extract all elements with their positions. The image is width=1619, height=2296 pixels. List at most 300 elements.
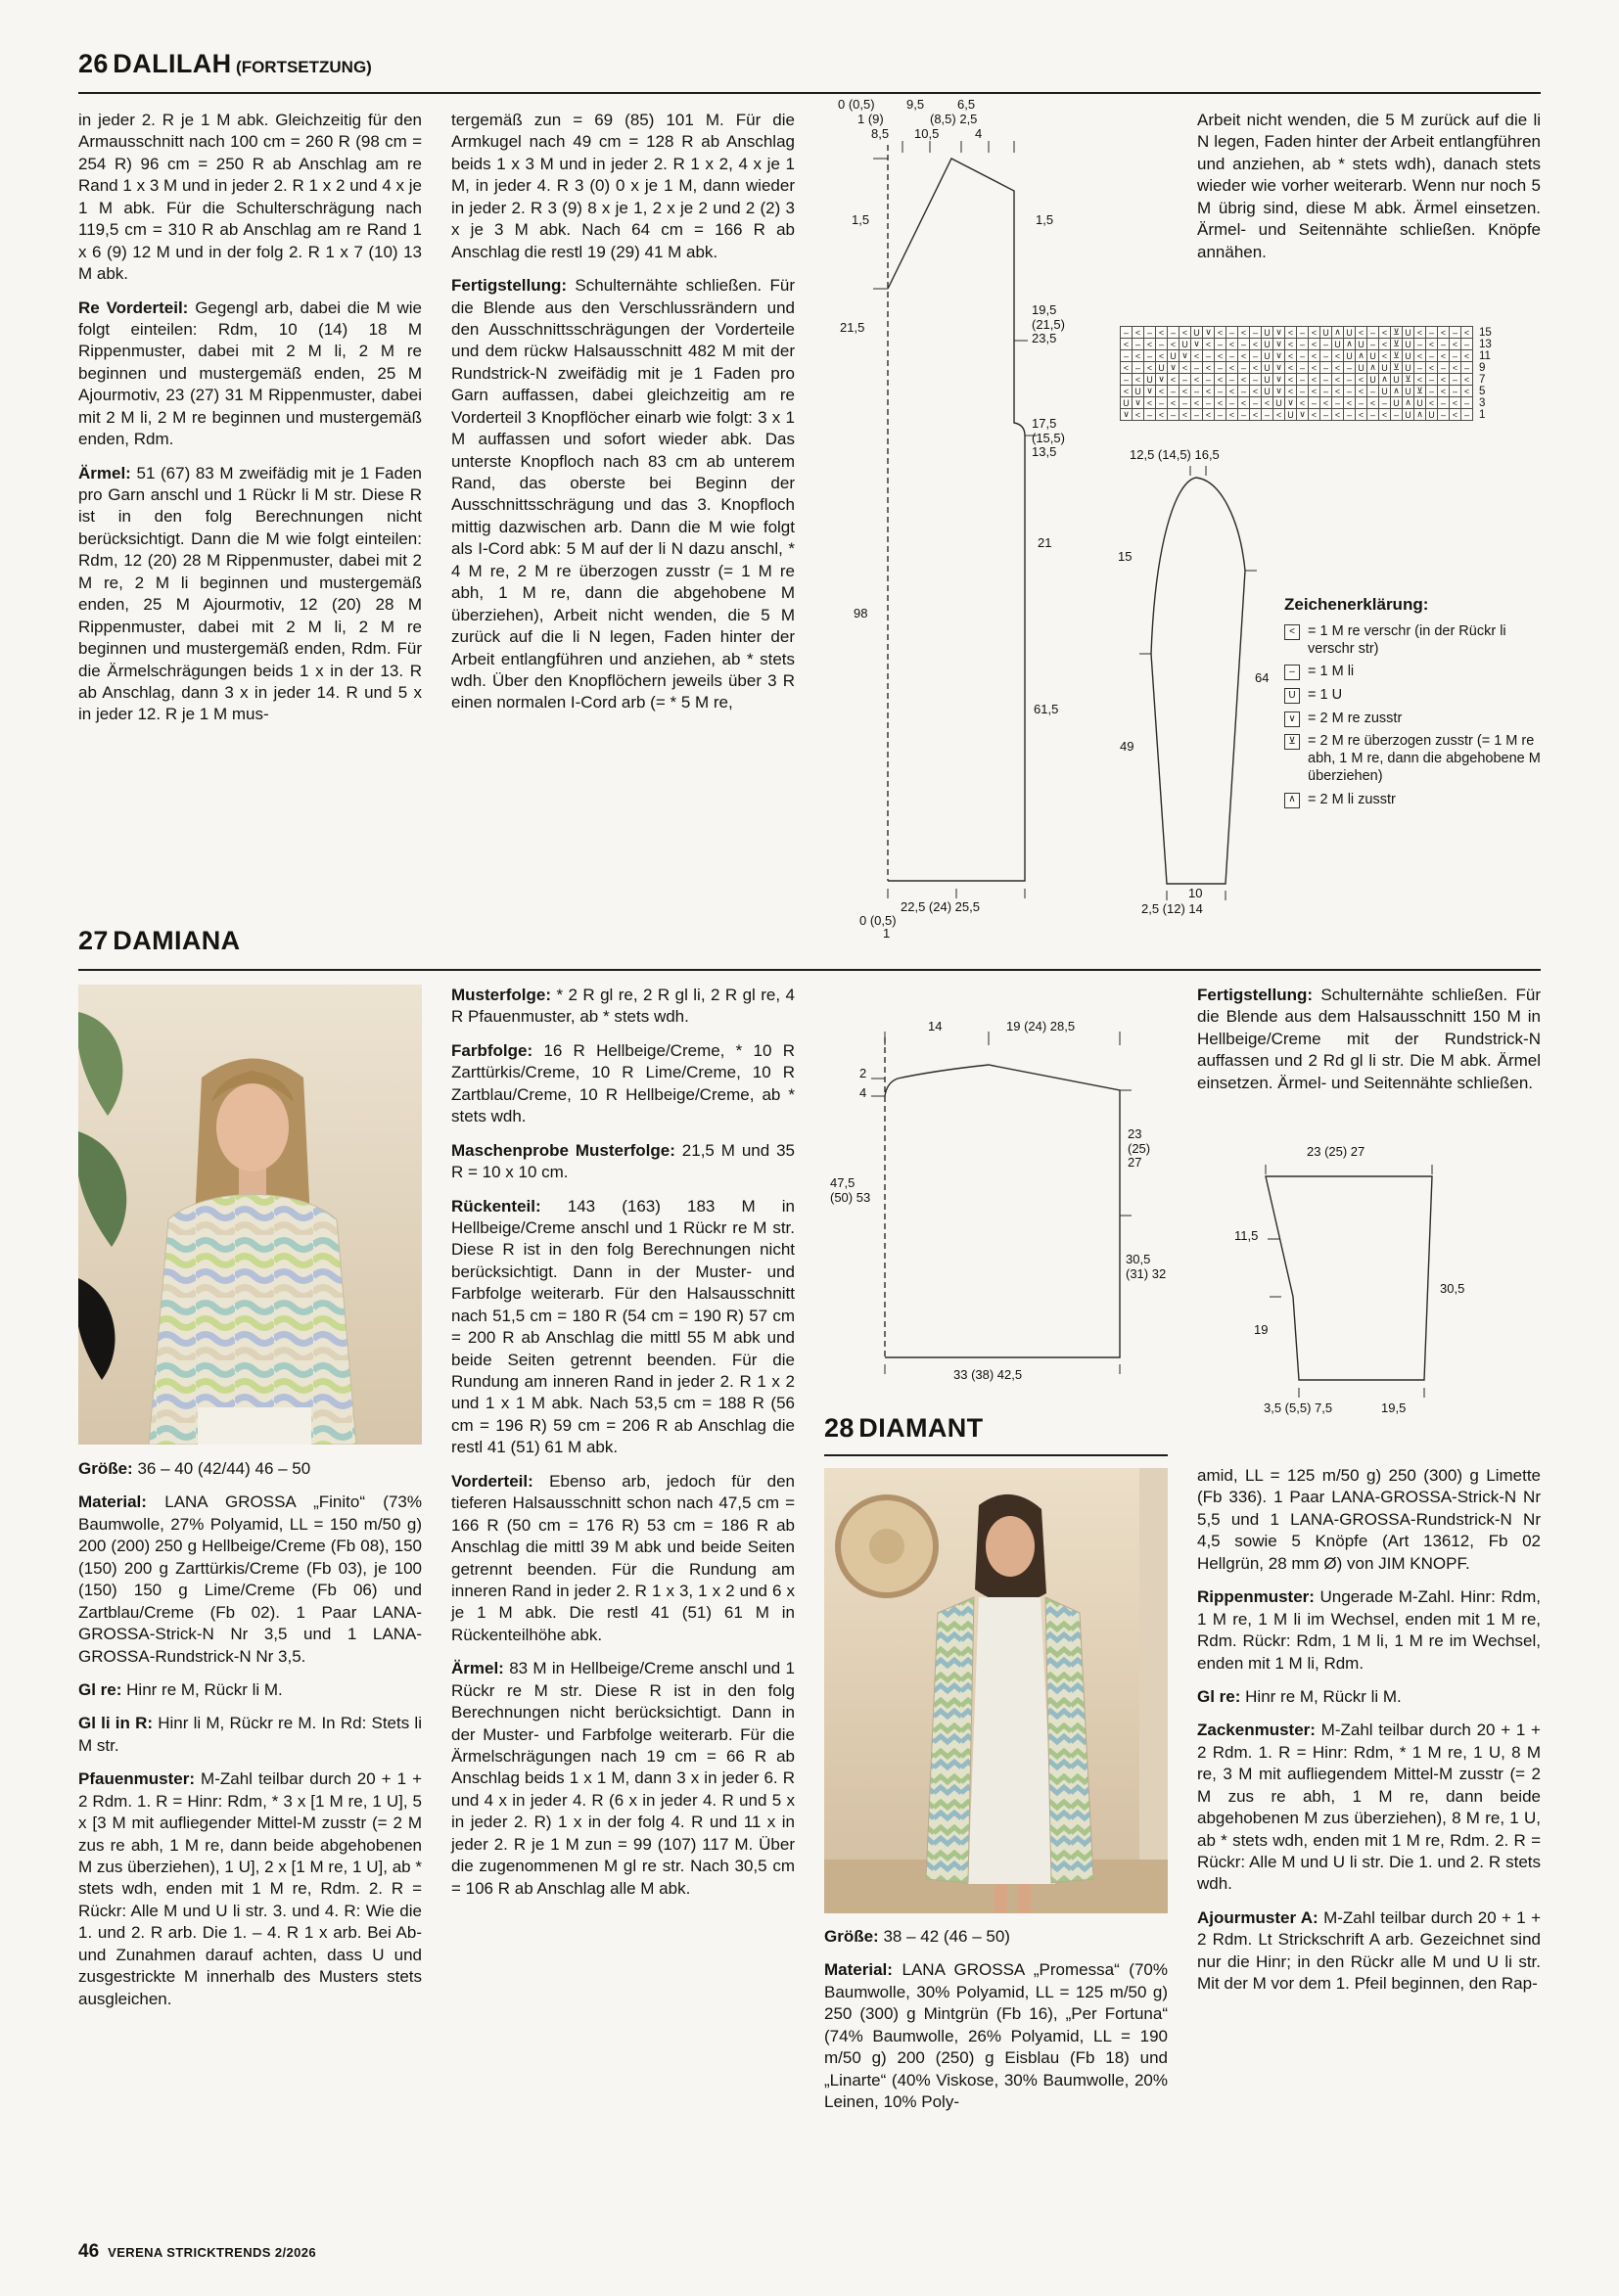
photo-damiana-illustration — [78, 985, 422, 1445]
header-rule — [78, 92, 1541, 94]
chart-cell: < — [1437, 349, 1450, 362]
wicker-center — [869, 1529, 904, 1564]
chart-cell: – — [1425, 373, 1438, 386]
chart-cell: < — [1272, 408, 1285, 421]
chart-cell: U — [1413, 396, 1426, 409]
chart-cell: U — [1261, 349, 1273, 362]
instruction-paragraph — [451, 1658, 795, 1900]
sweater-wave-pattern — [149, 1195, 356, 1446]
chart-cell: < — [1460, 326, 1473, 339]
legend-item — [1284, 664, 1541, 681]
chart-cell: < — [1284, 385, 1297, 397]
measurement-label: 22,5 (24) 25,5 — [901, 899, 980, 914]
measurement-label: 11,5 — [1234, 1228, 1259, 1243]
chart-cell: < — [1190, 349, 1203, 362]
paragraph-lead: Fertigstellung: — [1197, 986, 1314, 1004]
chart-cell: < — [1308, 326, 1320, 339]
chart-cell: – — [1167, 326, 1180, 339]
chart-cell: – — [1425, 385, 1438, 397]
chart-cell: U — [1355, 361, 1367, 374]
measurement-label: 3,5 (5,5) 7,5 — [1264, 1401, 1333, 1415]
chart-cell: < — [1355, 373, 1367, 386]
chart-cell: < — [1355, 326, 1367, 339]
chart-row — [1121, 408, 1492, 421]
chart-cell: < — [1355, 408, 1367, 421]
chart-cell: – — [1296, 326, 1309, 339]
chart-cell: – — [1155, 396, 1168, 409]
instruction-paragraph — [451, 1040, 795, 1128]
chart-cell: U — [1261, 373, 1273, 386]
chart-cell: ∨ — [1202, 326, 1215, 339]
paragraph-lead: Größe: — [824, 1927, 879, 1946]
chart-cell: – — [1202, 349, 1215, 362]
legend-text: = 1 M li — [1308, 664, 1355, 680]
chart-cell: – — [1343, 385, 1356, 397]
chart-cell: – — [1319, 338, 1332, 350]
chart-cell: < — [1437, 326, 1450, 339]
paragraph-lead: Musterfolge: — [451, 986, 551, 1004]
measurement-label: 2,5 (12) 14 — [1141, 901, 1203, 916]
chart-cells — [1121, 408, 1473, 421]
instruction-paragraph — [78, 298, 422, 451]
chart-cell: ∨ — [1296, 408, 1309, 421]
instruction-paragraph — [78, 1492, 422, 1668]
instruction-paragraph — [78, 1679, 422, 1701]
instruction-paragraph — [1197, 110, 1541, 263]
chart-cell: < — [1378, 349, 1391, 362]
chart-cell: U — [1132, 385, 1144, 397]
chart-cell: – — [1355, 396, 1367, 409]
chart-cell: < — [1308, 338, 1320, 350]
chart-cell: < — [1284, 338, 1297, 350]
chart-cell: < — [1460, 373, 1473, 386]
legend-item — [1284, 792, 1541, 809]
chart-row-number: 9 — [1479, 361, 1486, 374]
chart-cell: – — [1366, 326, 1379, 339]
chart-cell: < — [1437, 373, 1450, 386]
chart-cell: – — [1366, 385, 1379, 397]
paragraph-lead: Gl re: — [78, 1679, 122, 1699]
measurement-label: 19,5 (21,5) 23,5 — [1032, 302, 1065, 346]
chart-cell: ⊻ — [1390, 338, 1403, 350]
chart-cell: ∨ — [1272, 361, 1285, 374]
measurement-label: 17,5 (15,5) 13,5 — [1032, 416, 1065, 460]
chart-cell: ∧ — [1366, 361, 1379, 374]
chart-cell: – — [1143, 326, 1156, 339]
model-leg — [995, 1884, 1007, 1913]
chart-cell: – — [1226, 396, 1238, 409]
chart-cell: – — [1449, 385, 1461, 397]
chart-cell: < — [1449, 338, 1461, 350]
chart-cell: U — [1261, 361, 1273, 374]
magazine-name: VERENA STRICKTRENDS 2/2026 — [108, 2245, 317, 2260]
paragraph-text: Hinr re M, Rückr li M. — [1245, 1686, 1402, 1706]
paragraph-text: LANA GROSSA „Finito“ (73% Baumwolle, 27% Polyamid, LL = 150 m/50 g) 200 (200) 250 g Hellbeige/Creme (Fb 08), 150 (150) 200 g Zarttürkis/Creme (Fb 03), je 100 (150) 150 g Lime/Creme (Fb 06) und Zartblau/Creme (Fb 02). 1 Paar LANA-GROSSA-Strick-N Nr 3,5 und 1 LANA-GROSSA-Rundstrick-N Nr 3,5. — [78, 1492, 422, 1666]
chart-cell: ∨ — [1190, 338, 1203, 350]
chart-cell: ⊻ — [1402, 373, 1414, 386]
chart-cell: < — [1413, 373, 1426, 386]
chart-cell: – — [1214, 338, 1226, 350]
paragraph-lead: Material: — [78, 1492, 147, 1512]
measurement-label: 64 — [1255, 670, 1270, 685]
measurement-label: 19,5 — [1381, 1401, 1407, 1415]
paragraph-text: tergemäß zun = 69 (85) 101 M. Für die Armkugel nach 49 cm = 128 R ab Anschlag beids 1 x 3 M und in jeder 2. R 1 x 2, 4 x je 1 M, in jeder 4. R 3 (0) 0 x je 1 M, dann wieder in jeder 2. R 3 (9) 8 x je 1, 2 x je 2 und 2 (2) 3 x je 3 M abk. Nach 64 cm = 166 R ab Anschlag die restl 19 (29) 41 M abk. — [451, 111, 795, 261]
chart-cell: ∧ — [1331, 326, 1344, 339]
chart-cell: – — [1179, 373, 1191, 386]
chart-cell: – — [1120, 349, 1133, 362]
chart-cell: – — [1460, 408, 1473, 421]
chart-cell: < — [1460, 385, 1473, 397]
strickschrift-chart — [1121, 327, 1492, 421]
legend-text: = 1 M re verschr (in der Rückr li verschr str) — [1308, 623, 1506, 657]
chart-cell: ∧ — [1343, 338, 1356, 350]
paragraph-text: 143 (163) 183 M in Hellbeige/Creme anschl und 1 Rückr re M str. Diese R ist in den folg Berechnungen nicht berücksichtigt. Dann in der Muster- und Farbfolge weiterarb. Für den Halsausschnitt nach 51,5 cm = 180 R (54 cm = 190 R) 57 cm = 200 R ab Anschlag die mittl 55 M abk und beide Seiten getrennt beenden. Für die Rundung am inneren Rand in jeder 2. R 1 x 2 und 1 x 1 M abk. Nach 53,5 cm = 188 R (56 cm = 196 R) 59 cm = 206 R ab Anschlag die restl 41 (51) 61 M abk. — [451, 1196, 795, 1457]
paragraph-lead: Material: — [824, 1960, 893, 1980]
stitch-symbol-icon: ⊻ — [1284, 734, 1300, 750]
chart-cell: < — [1449, 408, 1461, 421]
white-shorts — [198, 1407, 311, 1445]
page-footer — [78, 2241, 316, 2263]
chart-cell: < — [1425, 361, 1438, 374]
chart-cell: < — [1331, 408, 1344, 421]
measurement-label: 33 (38) 42,5 — [953, 1367, 1023, 1382]
chart-cell: < — [1214, 396, 1226, 409]
measurement-label: 2 — [859, 1066, 867, 1080]
legend-text: = 2 M re zusstr — [1308, 710, 1403, 726]
chart-cell: ⊻ — [1390, 349, 1403, 362]
chart-cell: U — [1261, 385, 1273, 397]
chart-cell: < — [1284, 326, 1297, 339]
chart-cell: < — [1355, 385, 1367, 397]
chart-cell: – — [1143, 349, 1156, 362]
measurement-label: 8,5 — [871, 126, 890, 141]
chart-cell: – — [1437, 338, 1450, 350]
measurement-label: 9,5 — [906, 97, 925, 112]
chart-cell: < — [1249, 408, 1262, 421]
chart-cell: – — [1343, 361, 1356, 374]
paragraph-lead: Rippenmuster: — [1197, 1587, 1315, 1607]
section-suffix: (FORTSETZUNG) — [236, 58, 372, 76]
chart-cell: < — [1284, 361, 1297, 374]
chart-cell: < — [1319, 396, 1332, 409]
chart-cell: < — [1308, 361, 1320, 374]
measurement-label: 4 — [859, 1085, 867, 1100]
chart-cell: U — [1402, 361, 1414, 374]
measurement-ticks — [1266, 1165, 1432, 1398]
measurement-label: 6,5 — [957, 97, 976, 112]
chart-cell: U — [1402, 338, 1414, 350]
measurement-label: 12,5 (14,5) 16,5 — [1130, 447, 1220, 462]
paragraph-text: Hinr re M, Rückr li M. — [126, 1679, 283, 1699]
chart-cell: U — [1319, 326, 1332, 339]
paragraph-text: in jeder 2. R je 1 M abk. Gleichzeitig für den Armausschnitt nach 100 cm = 260 R (98 cm = 254 R) 96 cm = 250 R ab Anschlag am re Rand 1 x 3 M und in jeder 2. R 1 x 2 und 4 x je 1 M abk. Für die Schulterschrägung nach 119,5 cm = 310 R ab Anschlag am re Rand 1 x 6 (9) 12 M und in der folg 2. R 1 x 7 (10) 13 M abk. — [78, 111, 422, 284]
chart-cell: ∨ — [1272, 326, 1285, 339]
measurement-label: 15 — [1118, 549, 1133, 564]
legend-item — [1284, 733, 1541, 785]
chart-cell: – — [1226, 373, 1238, 386]
measurement-ticks — [871, 1032, 1132, 1374]
chart-cell: < — [1132, 373, 1144, 386]
chart-cell: < — [1155, 326, 1168, 339]
chart-cell: U — [1366, 349, 1379, 362]
measurement-label: 10 — [1188, 886, 1203, 900]
measurement-label: 0 (0,5) — [838, 97, 875, 112]
chart-cell: < — [1132, 408, 1144, 421]
chart-cell: U — [1378, 361, 1391, 374]
chart-cell: < — [1249, 385, 1262, 397]
paragraph-text: Gegengl arb, dabei die M wie folgt einteilen: Rdm, 10 (14) 18 M Rippenmuster, dabei mit 2 M li, 2 M re beginnen und mustergemäß enden, 25 M Ajourmotiv, 23 (27) 31 M Rippenmuster, dabei mit 2 M li, 2 M re beginnen und mustergemäß enden, Rdm. — [78, 298, 422, 449]
chart-cell: – — [1437, 361, 1450, 374]
chart-cell: ⊻ — [1390, 326, 1403, 339]
chart-row-number: 15 — [1479, 326, 1492, 339]
stitch-symbol-icon: – — [1284, 665, 1300, 680]
chart-cell: < — [1237, 373, 1250, 386]
chart-cell: U — [1343, 349, 1356, 362]
chart-cell: U — [1261, 326, 1273, 339]
chart-cell: U — [1120, 396, 1133, 409]
chart-cell: ∨ — [1272, 349, 1285, 362]
chart-row-number: 11 — [1479, 349, 1491, 362]
dalilah-column-1 — [78, 110, 422, 738]
chart-cell: < — [1202, 385, 1215, 397]
model-face — [986, 1516, 1035, 1577]
chart-cell: – — [1249, 349, 1262, 362]
chart-cell: – — [1226, 349, 1238, 362]
chart-cell: ∨ — [1284, 396, 1297, 409]
chart-cell: – — [1214, 408, 1226, 421]
chart-cell: < — [1378, 408, 1391, 421]
paragraph-text: 16 R Hellbeige/Creme, * 10 R Zarttürkis/Creme, 10 R Lime/Creme, 10 R Zartblau/Creme, 10 R Hellbeige/Creme, ab * stets wdh. — [451, 1040, 795, 1126]
chart-cell: – — [1214, 361, 1226, 374]
instruction-paragraph — [451, 985, 795, 1029]
paragraph-lead: Fertigstellung: — [451, 276, 568, 296]
chart-cell: – — [1460, 338, 1473, 350]
chart-cell: < — [1226, 408, 1238, 421]
front-piece-outline — [888, 159, 1025, 881]
chart-cell: – — [1331, 396, 1344, 409]
chart-cell: < — [1226, 338, 1238, 350]
schematic-front-dalilah — [814, 98, 1098, 940]
chart-cell: – — [1190, 361, 1203, 374]
chart-cell: ⊻ — [1390, 361, 1403, 374]
measurement-label: 1 — [883, 926, 891, 941]
paragraph-lead: Maschenprobe Musterfolge: — [451, 1140, 675, 1160]
chart-cell: – — [1319, 361, 1332, 374]
chart-cell: < — [1214, 349, 1226, 362]
chart-cell: – — [1237, 338, 1250, 350]
chart-cell: ∨ — [1132, 396, 1144, 409]
chart-cell: U — [1155, 361, 1168, 374]
chart-cell: – — [1120, 373, 1133, 386]
chart-cell: – — [1460, 396, 1473, 409]
chart-cell: < — [1237, 349, 1250, 362]
paragraph-lead: Ärmel: — [78, 463, 131, 482]
chart-row-number: 3 — [1479, 396, 1486, 409]
damiana-column-2 — [451, 985, 795, 1911]
chart-cell: < — [1413, 326, 1426, 339]
photo-diamant-illustration — [824, 1468, 1168, 1913]
chart-cell: < — [1331, 385, 1344, 397]
paragraph-text: 51 (67) 83 M zweifädig mit je 1 Faden pro Garn anschl und 1 Rückr li M str. Diese R ist in den folg Berechnungen nicht berücksichtigt. Dann die M wie folgt einteilen: Rdm, 12 (20) 28 M Rippenmuster, dabei mit 2 M re, 2 M li beginnen und mustergemäß enden, 25 M Ajourmotiv, 12 (20) 28 M Rippenmuster, dabei mit 2 M li, 2 M re beginnen und mustergemäß enden, Rdm. Für die Ärmelschrägungen beids 1 x in der 13. R ab Anschlag, dann 3 x in jeder 14. R und 5 x in jeder 12. R je 1 M mus- — [78, 463, 422, 724]
chart-cell: – — [1296, 338, 1309, 350]
chart-cell: – — [1167, 408, 1180, 421]
chart-cell: – — [1237, 408, 1250, 421]
measurement-label: (8,5) 2,5 — [930, 112, 978, 126]
chart-cell: < — [1308, 408, 1320, 421]
chart-cell: < — [1425, 396, 1438, 409]
paragraph-lead: Zackenmuster: — [1197, 1721, 1316, 1740]
chart-cell: < — [1190, 396, 1203, 409]
legend-items — [1284, 623, 1541, 808]
white-dress — [968, 1597, 1055, 1884]
measurement-label: 23 (25) 27 — [1128, 1126, 1151, 1171]
measurement-label: 19 — [1254, 1322, 1269, 1337]
measurement-label: 49 — [1120, 739, 1134, 754]
chart-cell: – — [1390, 408, 1403, 421]
section-28-header — [824, 1413, 984, 1444]
section-27-rule — [78, 969, 1541, 971]
legend-item — [1284, 711, 1541, 728]
chart-cell: U — [1331, 338, 1344, 350]
chart-cell: < — [1284, 349, 1297, 362]
chart-cell: < — [1249, 338, 1262, 350]
measurement-label: 30,5 — [1440, 1281, 1465, 1296]
chart-cell: < — [1179, 326, 1191, 339]
paragraph-lead: Vorderteil: — [451, 1471, 533, 1491]
chart-cell: – — [1296, 373, 1309, 386]
paragraph-lead: Ärmel: — [451, 1659, 504, 1678]
chart-cell: ∧ — [1390, 385, 1403, 397]
chart-cell: ∧ — [1378, 373, 1391, 386]
instruction-paragraph — [1197, 1720, 1541, 1896]
chart-cell: – — [1237, 385, 1250, 397]
paragraph-text: * 2 R gl re, 2 R gl li, 2 R gl re, 4 R Pfauenmuster, ab * stets wdh. — [451, 986, 795, 1027]
chart-cell: < — [1155, 349, 1168, 362]
legend-text: = 2 M re überzogen zusstr (= 1 M re abh, 1 M re, dann die abgehobene M überziehen) — [1308, 733, 1541, 784]
chart-cell: < — [1143, 338, 1156, 350]
chart-cell: < — [1179, 361, 1191, 374]
chart-cell: – — [1261, 408, 1273, 421]
chart-cell: – — [1319, 408, 1332, 421]
schematic-sleeve-damiana — [1197, 1145, 1491, 1424]
paragraph-text: Schulternähte schließen. Für die Blende aus dem Halsausschnitt 150 M in Hellbeige/Creme mit der Rundstrick-N auffassen und 2 Rd gl li str. Die M abk. Ärmel einsetzen. Ärmel- und Seitennähte schließen. — [1197, 986, 1541, 1092]
chart-cell: < — [1343, 396, 1356, 409]
measurement-label: 1,5 — [852, 212, 870, 227]
instruction-paragraph — [1197, 985, 1541, 1094]
paragraph-text: Ungerade M-Zahl. Hinr: Rdm, 1 M re, 1 M li im Wechsel, enden mit 1 M re, Rdm. Rückr: Rdm, 1 M li, 1 M re im Wechsel, enden mit 1 M li, Rdm. — [1197, 1587, 1541, 1673]
instruction-paragraph — [78, 110, 422, 286]
chart-cell: – — [1249, 396, 1262, 409]
chart-cell: < — [1167, 338, 1180, 350]
paragraph-text: M-Zahl teilbar durch 20 + 1 + 2 Rdm. 1. R = Hinr: Rdm, * 1 M re, 1 U, 8 M re, 3 M mit aufliegendem Mittel-M zusstr (= 2 M zus re abh, 1 M re, dann beide abgehobenen M zus überziehen), 8 M re, 1 U, ab * stets wdh, enden mit 1 M re, Rdm. 2. R = Rückr: Alle M und U li str. Die 1. und 2. R stets wdh. — [1197, 1721, 1541, 1894]
paragraph-text: Ebenso arb, jedoch für den tieferen Halsausschnitt schon nach 47,5 cm = 166 R (50 cm = 176 R) 53 cm = 186 R ab Anschlag die mittl 39 M abk und beide Seiten getrennt beenden. Für die Rundung am inneren Rand in jeder 2. R 1 x 3, 1 x 2 und 6 x je 1 M abk. Die restl 41 (51) 61 M in Rückenteilhöhe abk. — [451, 1471, 795, 1644]
stitch-symbol-icon: ∨ — [1284, 712, 1300, 727]
chart-cell: ∧ — [1413, 408, 1426, 421]
chart-cell: – — [1449, 349, 1461, 362]
chart-cell: U — [1390, 373, 1403, 386]
chart-cell: < — [1449, 396, 1461, 409]
instruction-paragraph — [1197, 1586, 1541, 1675]
chart-cell: U — [1402, 385, 1414, 397]
paragraph-text: 83 M in Hellbeige/Creme anschl und 1 Rückr re M str. Diese R ist in den folg Berechnungen nicht berücksichtigt. Dann in der Muster- und Farbfolge weiterarb. Für die Ärmelschrägungen nach 19 cm = 66 R ab Anschlag beids 1 x 1 M, dann 3 x in jeder 6. R und 4 x in jeder 4. R (6 x in jeder 4. R und 5 x in jeder 2. R) 1 x in der folg 4. R und 11 x in jeder 2. R je 1 M zun = 99 (107) 117 M. Über die zugenommenen M gl re str. Nach 30,5 cm = 106 R ab Anschlag alle M abk. — [451, 1659, 795, 1898]
chart-cell: – — [1296, 361, 1309, 374]
section-name: DALILAH — [113, 49, 232, 78]
chart-cell: < — [1308, 373, 1320, 386]
schematic-sleeve-dalilah — [1096, 448, 1282, 918]
chart-cell: – — [1155, 338, 1168, 350]
chart-cell: – — [1437, 408, 1450, 421]
instruction-paragraph — [1197, 1686, 1541, 1708]
section-27-header — [78, 926, 241, 956]
chart-cell: – — [1366, 338, 1379, 350]
chart-row-number: 7 — [1479, 373, 1486, 386]
paragraph-lead: Rückenteil: — [451, 1196, 541, 1216]
measurement-ticks — [1139, 466, 1257, 900]
chart-cell: < — [1143, 361, 1156, 374]
chart-cell: ∨ — [1167, 361, 1180, 374]
chart-cell: – — [1449, 326, 1461, 339]
instruction-paragraph — [451, 1196, 795, 1459]
paragraph-text: Hinr li M, Rückr re M. In Rd: Stets li M str. — [78, 1714, 422, 1755]
chart-row-number: 5 — [1479, 385, 1486, 397]
measurement-label: 0 (0,5) — [859, 913, 897, 928]
chart-cell: ∧ — [1355, 349, 1367, 362]
legend-text: = 1 U — [1308, 687, 1343, 704]
chart-cell: U — [1378, 385, 1391, 397]
chart-cell: – — [1425, 326, 1438, 339]
chart-cell: < — [1413, 349, 1426, 362]
chart-cell: < — [1226, 385, 1238, 397]
measurement-label: 98 — [854, 606, 868, 620]
paragraph-lead: Farbfolge: — [451, 1040, 533, 1060]
legend-item — [1284, 623, 1541, 658]
diamant-column-1 — [824, 1926, 1168, 2126]
chart-cell: < — [1366, 396, 1379, 409]
stitch-symbol-icon: < — [1284, 624, 1300, 640]
section-number: 28 — [824, 1413, 855, 1443]
section-name: DIAMANT — [858, 1413, 984, 1443]
chart-cell: – — [1449, 373, 1461, 386]
damiana-column-1 — [78, 1458, 422, 2022]
photo-model-damiana — [78, 985, 422, 1445]
chart-cell: – — [1308, 396, 1320, 409]
chart-cell: < — [1132, 349, 1144, 362]
chart-cell: < — [1449, 361, 1461, 374]
model-face — [216, 1083, 289, 1171]
chart-cell: < — [1378, 326, 1391, 339]
paragraph-lead: Re Vorderteil: — [78, 298, 189, 317]
legend-text: = 2 M li zusstr — [1308, 791, 1396, 807]
chart-legend — [1284, 595, 1541, 814]
chart-cell: < — [1237, 326, 1250, 339]
section-number: 26 — [78, 49, 109, 78]
chart-cell: < — [1308, 385, 1320, 397]
chart-cell: – — [1179, 396, 1191, 409]
chart-cell: – — [1226, 326, 1238, 339]
paragraph-lead: Ajourmuster A: — [1197, 1907, 1318, 1927]
chart-cell: U — [1390, 396, 1403, 409]
chart-cell: < — [1378, 338, 1391, 350]
chart-row-number: 1 — [1479, 408, 1486, 421]
measurement-ticks — [873, 141, 1037, 898]
instruction-paragraph — [451, 110, 795, 263]
curtain — [1139, 1468, 1168, 1860]
chart-cell: ∨ — [1179, 349, 1191, 362]
paragraph-text: M-Zahl teilbar durch 20 + 1 + 2 Rdm. Lt Strickschrift A arb. Gezeichnet sind nur die Hinr; in den Rückr alle M und U li str. Mit der M vor dem 1. Pfeil beginnen, den Rap- — [1197, 1907, 1541, 1994]
measurement-label: 21 — [1038, 535, 1052, 550]
chart-cell: – — [1167, 385, 1180, 397]
instruction-paragraph — [78, 1768, 422, 2010]
